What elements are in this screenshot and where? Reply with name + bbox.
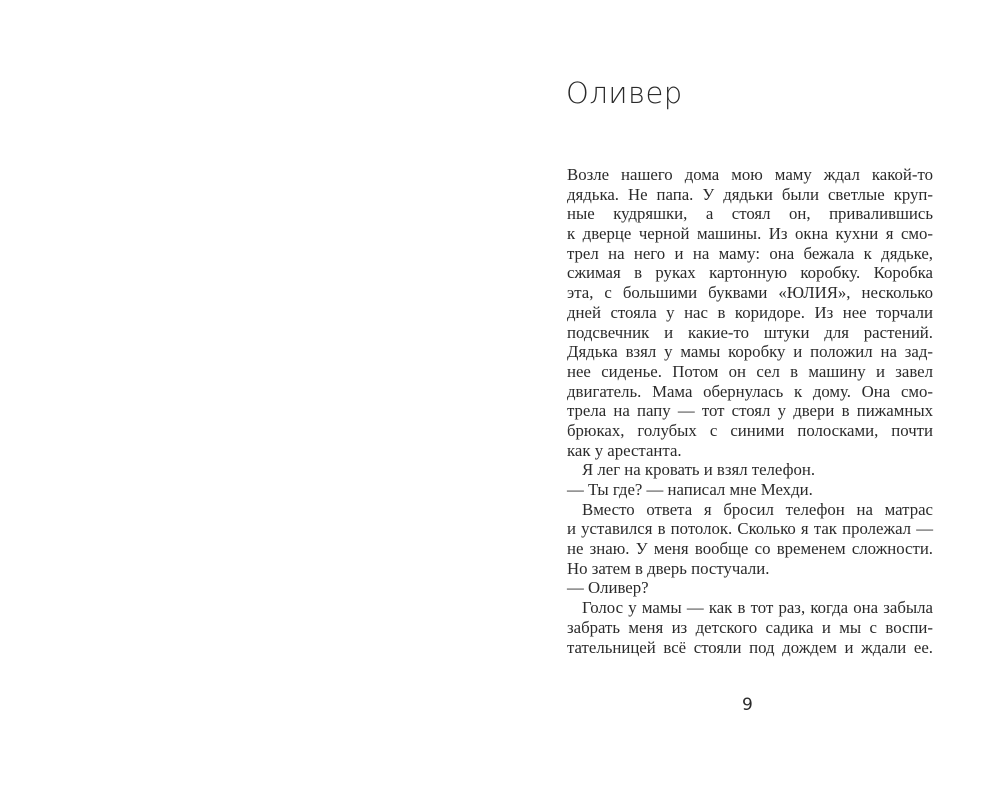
- text-line: забрать меня из детского садика и мы с воспи-: [567, 617, 933, 637]
- text-line: Возле нашего дома мою маму ждал какой-то: [567, 165, 933, 184]
- text-line: — Ты где? — написал мне Мехди.: [567, 480, 813, 499]
- page-number: 9: [742, 695, 753, 715]
- text-line: брюках, голубых с синими полосками, почти: [567, 420, 933, 440]
- text-line: и уставился в потолок. Сколько я так пролежал —: [567, 519, 933, 539]
- text-line: как у арестанта.: [567, 440, 682, 460]
- text-line: дядька. Не папа. У дядьки были светлые круп-: [567, 184, 933, 204]
- text-line: тательницей всё стояли под дождем и ждали ее.: [567, 637, 933, 657]
- text-line: Дядька взял у мамы коробку и положил на зад-: [567, 342, 933, 362]
- text-line: ные кудряшки, а стоял он, привалившись: [567, 204, 933, 224]
- text-line: Я лег на кровать и взял телефон.: [582, 460, 816, 480]
- text-line: — Оливер?: [567, 578, 649, 598]
- text-line: трела на папу — тот стоял у двери в пижамных: [567, 401, 933, 421]
- text-line: нее сиденье. Потом он сел в машину и завел: [567, 361, 933, 381]
- body-text: [567, 165, 933, 657]
- text-line: не знаю. У меня вообще со временем сложности.: [567, 539, 933, 559]
- text-line: подсвечник и какие-то штуки для растений.: [567, 322, 933, 342]
- text-line: дней стояла у нас в коридоре. Из нее торчали: [567, 302, 933, 322]
- text-line: сжимая в руках картонную коробку. Коробка: [567, 263, 933, 283]
- text-line: Вместо ответа я бросил телефон на матрас: [582, 499, 933, 519]
- text-line: двигатель. Мама обернулась к дому. Она смо-: [567, 381, 933, 401]
- chapter-title: Оливер: [566, 76, 683, 110]
- text-line: Но затем в дверь постучали.: [567, 558, 770, 578]
- text-line: трел на него и на маму: она бежала к дядьке,: [567, 243, 933, 263]
- text-line: эта, с большими буквами «ЮЛИЯ», несколько: [567, 283, 933, 303]
- text-line: Голос у мамы — как в тот раз, когда она забыла: [582, 598, 933, 618]
- text-line: к дверце черной машины. Из окна кухни я смо-: [567, 224, 933, 244]
